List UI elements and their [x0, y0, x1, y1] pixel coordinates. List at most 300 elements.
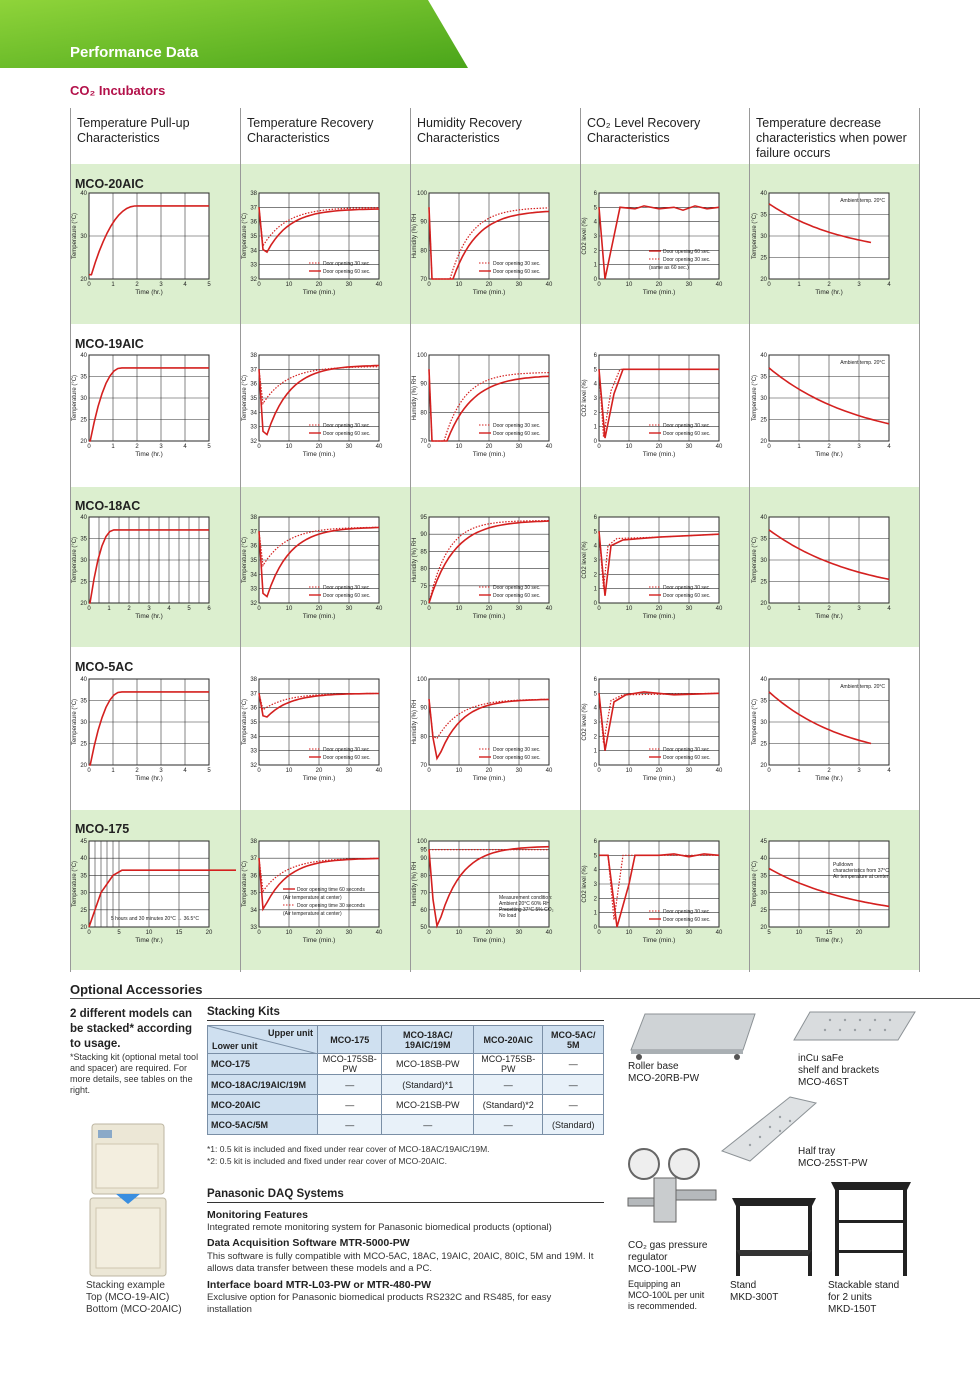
stackable-stand-image: [825, 1180, 915, 1280]
x-axis-label: Time (min.): [642, 937, 676, 944]
y-tick-label: 38: [250, 677, 257, 683]
annotation-text: characteristics from 37°C: [833, 868, 889, 874]
x-tick-label: 1: [797, 606, 801, 612]
model-label: MCO-20AIC: [75, 177, 144, 191]
y-tick-label: 70: [420, 601, 427, 607]
legend-text: Door opening time 30 seconds: [297, 903, 365, 909]
y-tick-label: 33: [250, 925, 257, 931]
x-tick-label: 10: [285, 930, 293, 936]
y-axis-label: Temperature (°C): [72, 536, 78, 584]
legend-text: Door opening 60 sec.: [663, 755, 711, 761]
chart-4-2: [751, 507, 921, 647]
y-tick-label: 4: [593, 219, 597, 226]
x-tick-label: 1: [111, 282, 115, 288]
y-axis-label: Humidity (%) RH: [412, 213, 418, 259]
x-tick-label: 0: [767, 282, 771, 288]
y-tick-label: 40: [760, 353, 767, 359]
y-tick-label: 38: [250, 353, 257, 359]
x-axis-label: Time (min.): [472, 613, 506, 620]
x-tick-label: 20: [655, 444, 663, 450]
x-tick-label: 30: [685, 606, 693, 612]
table-col-header: MCO-18AC/ 19AIC/19M: [382, 1026, 474, 1054]
x-tick-label: 1: [797, 282, 801, 288]
x-tick-label: 0: [427, 606, 431, 612]
x-tick-label: 1: [797, 444, 801, 450]
x-tick-label: 30: [685, 768, 693, 774]
y-tick-label: 30: [80, 234, 87, 240]
x-tick-label: 15: [175, 930, 183, 936]
legend-text: Door opening 60 sec.: [493, 431, 541, 437]
x-tick-label: 3: [159, 768, 163, 774]
stacking-kits-title: Stacking Kits: [207, 1006, 280, 1018]
x-tick-label: 5: [207, 444, 211, 450]
x-tick-label: 1: [111, 768, 115, 774]
x-tick-label: 30: [515, 444, 523, 450]
y-tick-label: 3: [593, 720, 597, 726]
x-tick-label: 1: [111, 444, 115, 450]
y-tick-label: 33: [250, 748, 257, 755]
footnote-2: *2: 0.5 kit is included and fixed under rear cover of MCO-20AIC.: [207, 1156, 448, 1166]
legend-text: Door opening 30 sec.: [663, 909, 711, 915]
legend-text: Door opening 30 sec.: [663, 423, 711, 429]
x-tick-label: 2: [135, 444, 139, 450]
y-tick-label: 100: [416, 191, 427, 197]
x-tick-label: 4: [887, 606, 891, 612]
legend-text: (same as 60 sec.): [649, 265, 689, 271]
half-tray-label: Half tray MCO-25ST-PW: [798, 1146, 868, 1169]
x-axis-label: Time (min.): [472, 775, 506, 782]
x-tick-label: 3: [857, 282, 861, 288]
y-tick-label: 6: [593, 353, 597, 359]
x-tick-label: 30: [515, 606, 523, 612]
x-tick-label: 3: [857, 606, 861, 612]
x-tick-label: 30: [515, 768, 523, 774]
y-tick-label: 36: [250, 705, 257, 712]
x-tick-label: 30: [515, 282, 523, 288]
legend-text: Door opening 60 sec.: [493, 755, 541, 761]
annotation-text: 5 hours and 30 minutes 20°C → 36.5°C: [111, 916, 199, 922]
chart-0-3: [71, 669, 241, 809]
chart-3-2: [581, 507, 751, 647]
x-tick-label: 30: [345, 768, 353, 774]
y-tick-label: 25: [760, 255, 767, 262]
y-tick-label: 70: [420, 763, 427, 769]
x-tick-label: 10: [285, 444, 293, 450]
x-tick-label: 20: [315, 444, 323, 450]
x-tick-label: 10: [455, 768, 463, 774]
y-tick-label: 20: [760, 277, 767, 283]
y-tick-label: 5: [593, 691, 597, 698]
x-tick-label: 6: [207, 606, 211, 612]
daq-text: Integrated remote monitoring system for Panasonic biomedical products (optional): [207, 1222, 552, 1233]
x-tick-label: 4: [183, 444, 187, 450]
shelf-image: [790, 1010, 920, 1050]
y-tick-label: 40: [80, 191, 87, 197]
chart-3-4: [581, 831, 751, 971]
y-tick-label: 90: [420, 856, 427, 863]
y-tick-label: 30: [80, 720, 87, 726]
y-tick-label: 50: [420, 925, 427, 931]
legend-text: Door opening 30 sec.: [493, 261, 541, 267]
y-axis-label: Temperature (°C): [752, 212, 758, 260]
x-tick-label: 10: [625, 282, 633, 288]
y-tick-label: 30: [760, 234, 767, 240]
y-tick-label: 85: [420, 549, 427, 556]
legend-text: Door opening 30 sec.: [663, 257, 711, 263]
y-tick-label: 95: [420, 515, 427, 521]
y-tick-label: 70: [420, 890, 427, 897]
y-tick-label: 25: [760, 907, 767, 914]
annotation-text: Ambient temp. 20°C: [840, 684, 885, 690]
y-tick-label: 3: [593, 234, 597, 240]
chart-4-3: [751, 669, 921, 809]
chart-1-0: [241, 183, 411, 323]
daq-heading: Interface board MTR-L03-PW or MTR-480-PW: [207, 1279, 432, 1291]
y-tick-label: 36: [250, 381, 257, 388]
x-tick-label: 30: [685, 282, 693, 288]
y-tick-label: 20: [80, 925, 87, 931]
y-tick-label: 2: [593, 734, 597, 741]
y-tick-label: 38: [250, 839, 257, 845]
x-tick-label: 1: [797, 768, 801, 774]
banner-title: Performance Data: [70, 44, 199, 61]
x-tick-label: 4: [887, 282, 891, 288]
y-tick-label: 37: [250, 691, 257, 698]
x-tick-label: 10: [625, 930, 633, 936]
x-tick-label: 5: [207, 282, 211, 288]
y-tick-label: 37: [250, 367, 257, 374]
y-tick-label: 36: [250, 219, 257, 226]
y-tick-label: 2: [593, 896, 597, 903]
legend-text: Door opening 30 sec.: [493, 747, 541, 753]
legend-text: Door opening 60 sec.: [663, 593, 711, 599]
x-tick-label: 2: [827, 444, 831, 450]
y-axis-label: Temperature (°C): [242, 536, 248, 584]
y-tick-label: 45: [760, 839, 767, 845]
daq-text: This software is fully compatible with MCO-5AC, 18AC, 19AIC, 20AIC, 80IC, 5M and 19M. It allows data transfer between these models and a PC.: [207, 1251, 594, 1274]
y-tick-label: 5: [593, 853, 597, 860]
y-axis-label: Temperature (°C): [242, 212, 248, 260]
x-tick-label: 1: [107, 606, 111, 612]
x-tick-label: 0: [427, 282, 431, 288]
y-axis-label: Temperature (°C): [752, 860, 758, 908]
x-tick-label: 0: [87, 930, 91, 936]
model-label: MCO-175: [75, 822, 130, 836]
x-tick-label: 40: [375, 282, 383, 288]
y-tick-label: 37: [250, 205, 257, 212]
y-tick-label: 0: [593, 763, 597, 769]
x-tick-label: 30: [345, 444, 353, 450]
stacking-kits-table: [207, 1025, 604, 1135]
annotation-text: Pulldown: [833, 862, 854, 868]
legend-text: Door opening 60 sec.: [663, 917, 711, 923]
annotation-text: No load: [499, 913, 517, 919]
x-tick-label: 40: [545, 768, 553, 774]
x-tick-label: 10: [285, 768, 293, 774]
y-tick-label: 25: [80, 417, 87, 424]
x-axis-label: Time (min.): [302, 775, 336, 782]
x-tick-label: 20: [205, 930, 213, 936]
y-axis-label: Temperature (°C): [72, 212, 78, 260]
x-tick-label: 20: [655, 768, 663, 774]
legend-text: Door opening 30 sec.: [493, 585, 541, 591]
y-tick-label: 3: [593, 558, 597, 564]
x-tick-label: 0: [427, 768, 431, 774]
table-row: MCO-175 MCO-175SB-PW MCO-18SB-PW MCO-175SB-PW —: [208, 1054, 604, 1075]
section-title: CO₂ Incubators: [70, 83, 166, 98]
x-tick-label: 4: [183, 768, 187, 774]
stack-note: *Stacking kit (optional metal tool and spacer) are required. For more details, see tables on the right.: [70, 1052, 199, 1095]
x-axis-label: Time (hr.): [815, 289, 843, 296]
x-axis-label: Time (hr.): [815, 451, 843, 458]
x-tick-label: 5: [767, 930, 771, 936]
x-axis-label: Time (hr.): [815, 937, 843, 944]
legend-text: Door opening 30 sec.: [323, 261, 371, 267]
y-tick-label: 35: [760, 212, 767, 219]
x-axis-label: Time (hr.): [135, 775, 163, 782]
x-tick-label: 40: [715, 444, 723, 450]
y-tick-label: 1: [593, 748, 597, 755]
y-tick-label: 80: [420, 873, 427, 880]
x-tick-label: 20: [485, 930, 493, 936]
daq-heading: Data Acquisition Software MTR-5000-PW: [207, 1237, 410, 1249]
daq-title: Panasonic DAQ Systems: [207, 1188, 344, 1200]
legend-text: (Air temperature at center): [283, 895, 342, 901]
y-tick-label: 70: [420, 277, 427, 283]
x-tick-label: 0: [767, 768, 771, 774]
y-tick-label: 35: [760, 536, 767, 543]
y-tick-label: 3: [593, 882, 597, 888]
x-tick-label: 20: [655, 606, 663, 612]
y-tick-label: 1: [593, 262, 597, 269]
y-tick-label: 30: [760, 396, 767, 402]
chart-2-4: [411, 831, 581, 971]
x-tick-label: 20: [655, 930, 663, 936]
table-corner: Upper unit Lower unit: [208, 1026, 318, 1054]
y-tick-label: 1: [593, 424, 597, 431]
x-tick-label: 0: [87, 606, 91, 612]
y-tick-label: 20: [760, 601, 767, 607]
y-axis-label: Temperature (°C): [242, 374, 248, 422]
x-tick-label: 40: [375, 930, 383, 936]
y-tick-label: 20: [760, 925, 767, 931]
footnote-1: *1: 0.5 kit is included and fixed under rear cover of MCO-18AC/19AIC/19M.: [207, 1144, 490, 1154]
x-tick-label: 20: [485, 768, 493, 774]
y-tick-label: 80: [420, 248, 427, 255]
x-tick-label: 20: [315, 282, 323, 288]
chart-1-3: [241, 669, 411, 809]
x-tick-label: 30: [345, 930, 353, 936]
y-tick-label: 30: [760, 890, 767, 897]
x-tick-label: 2: [135, 768, 139, 774]
y-tick-label: 5: [593, 205, 597, 212]
y-axis-label: Temperature (°C): [242, 698, 248, 746]
y-axis-label: CO2 level (%): [582, 703, 588, 741]
y-tick-label: 36: [250, 543, 257, 550]
x-tick-label: 40: [375, 606, 383, 612]
y-tick-label: 20: [80, 277, 87, 283]
y-tick-label: 100: [416, 677, 427, 683]
chart-1-4: [241, 831, 411, 971]
table-row: MCO-20AIC — MCO-21SB-PW (Standard)*2 —: [208, 1095, 604, 1115]
x-tick-label: 0: [597, 930, 601, 936]
y-tick-label: 6: [593, 839, 597, 845]
x-tick-label: 0: [87, 768, 91, 774]
y-tick-label: 30: [80, 890, 87, 897]
y-tick-label: 6: [593, 191, 597, 197]
y-tick-label: 25: [760, 741, 767, 748]
y-axis-label: Temperature (°C): [72, 698, 78, 746]
y-tick-label: 38: [250, 191, 257, 197]
annotation-text: Measurement condition:: [499, 895, 553, 901]
y-axis-label: Humidity (%) RH: [412, 537, 418, 583]
x-tick-label: 3: [147, 606, 151, 612]
y-tick-label: 32: [250, 439, 257, 445]
x-tick-label: 30: [685, 444, 693, 450]
y-tick-label: 4: [593, 381, 597, 388]
model-label: MCO-5AC: [75, 660, 134, 674]
y-tick-label: 4: [593, 543, 597, 550]
y-tick-label: 90: [420, 705, 427, 712]
y-tick-label: 35: [250, 890, 257, 897]
annotation-text: Ambient temp. 20°C: [840, 198, 885, 204]
stack-caption: Stacking example Top (MCO-19-AIC) Bottom (MCO-20AIC): [86, 1280, 182, 1315]
annotation-text: Ambient 20°C 60% RH: [499, 901, 550, 907]
legend-text: Door opening 60 sec.: [663, 431, 711, 437]
x-tick-label: 0: [87, 444, 91, 450]
x-tick-label: 0: [257, 282, 261, 288]
y-tick-label: 0: [593, 277, 597, 283]
y-tick-label: 20: [760, 763, 767, 769]
chart-3-0: [581, 183, 751, 323]
y-tick-label: 35: [250, 558, 257, 564]
y-tick-label: 30: [80, 396, 87, 402]
x-axis-label: Time (hr.): [815, 613, 843, 620]
y-tick-label: 25: [80, 579, 87, 586]
model-label: MCO-18AC: [75, 499, 141, 513]
y-tick-label: 40: [80, 353, 87, 359]
y-axis-label: CO2 level (%): [582, 865, 588, 903]
model-label: MCO-19AIC: [75, 337, 144, 351]
x-tick-label: 0: [597, 606, 601, 612]
x-tick-label: 2: [827, 768, 831, 774]
col-header-co2: CO₂ Level Recovery Characteristics: [587, 116, 701, 145]
y-axis-label: Temperature (°C): [752, 374, 758, 422]
x-tick-label: 4: [887, 768, 891, 774]
x-tick-label: 40: [545, 930, 553, 936]
chart-2-2: [411, 507, 581, 647]
y-tick-label: 33: [250, 586, 257, 593]
y-axis-label: CO2 level (%): [582, 217, 588, 255]
y-tick-label: 20: [80, 439, 87, 445]
y-axis-label: Temperature (°C): [72, 860, 78, 908]
y-tick-label: 0: [593, 601, 597, 607]
x-tick-label: 10: [145, 930, 153, 936]
stackable-stand-label: Stackable stand for 2 units MKD-150T: [828, 1280, 900, 1315]
legend-text: Door opening 30 sec.: [323, 423, 371, 429]
x-tick-label: 0: [257, 930, 261, 936]
chart-0-1: [71, 345, 241, 485]
y-tick-label: 35: [250, 234, 257, 240]
x-axis-label: Time (min.): [642, 613, 676, 620]
x-tick-label: 0: [597, 768, 601, 774]
stack-lead: 2 different models can be stacked* according to usage.: [70, 1008, 193, 1050]
annotation-text: Ambient temp. 20°C: [840, 360, 885, 366]
x-tick-label: 3: [159, 282, 163, 288]
legend-text: Door opening 30 sec.: [323, 585, 371, 591]
chart-0-0: [71, 183, 241, 323]
col-header-pullup: Temperature Pull-up Characteristics: [77, 116, 190, 145]
y-tick-label: 100: [416, 839, 427, 845]
y-tick-label: 40: [760, 515, 767, 521]
y-tick-label: 6: [593, 677, 597, 683]
x-tick-label: 40: [715, 768, 723, 774]
y-tick-label: 20: [80, 763, 87, 769]
legend-text: Door opening 60 sec.: [323, 269, 371, 275]
x-axis-label: Time (min.): [642, 775, 676, 782]
x-tick-label: 10: [455, 606, 463, 612]
y-tick-label: 30: [760, 558, 767, 564]
legend-text: Door opening 30 sec.: [493, 423, 541, 429]
y-tick-label: 3: [593, 396, 597, 402]
y-tick-label: 40: [80, 856, 87, 863]
y-tick-label: 4: [593, 705, 597, 712]
x-axis-label: Time (min.): [302, 613, 336, 620]
x-tick-label: 20: [655, 282, 663, 288]
y-tick-label: 40: [760, 677, 767, 683]
x-tick-label: 10: [285, 282, 293, 288]
x-tick-label: 20: [315, 768, 323, 774]
x-tick-label: 0: [257, 768, 261, 774]
x-axis-label: Time (min.): [642, 451, 676, 458]
x-tick-label: 40: [545, 282, 553, 288]
chart-0-2: [71, 507, 241, 647]
y-tick-label: 2: [593, 572, 597, 579]
legend-text: Door opening 60 sec.: [323, 431, 371, 437]
x-axis-label: Time (min.): [302, 937, 336, 944]
y-tick-label: 40: [760, 856, 767, 863]
legend-text: Door opening 60 sec.: [493, 269, 541, 275]
x-tick-label: 20: [315, 930, 323, 936]
y-tick-label: 100: [416, 353, 427, 359]
x-tick-label: 10: [625, 768, 633, 774]
chart-1-2: [241, 507, 411, 647]
y-tick-label: 1: [593, 910, 597, 917]
y-tick-label: 30: [80, 558, 87, 564]
y-axis-label: CO2 level (%): [582, 379, 588, 417]
x-tick-label: 30: [345, 606, 353, 612]
y-tick-label: 0: [593, 925, 597, 931]
regulator-note: Equipping an MCO-100L per unit is recommended.: [628, 1279, 705, 1311]
legend-text: Door opening 30 sec.: [663, 747, 711, 753]
legend-text: Door opening 30 sec.: [663, 585, 711, 591]
y-tick-label: 95: [420, 847, 427, 854]
col-header-humidity: Humidity Recovery Characteristics: [417, 116, 522, 145]
legend-text: Door opening 60 sec.: [663, 249, 711, 255]
y-tick-label: 37: [250, 529, 257, 536]
chart-4-1: [751, 345, 921, 485]
y-tick-label: 0: [593, 439, 597, 445]
table-col-header: MCO-5AC/ 5M: [543, 1026, 604, 1054]
y-tick-label: 32: [250, 277, 257, 283]
y-tick-label: 70: [420, 439, 427, 445]
y-tick-label: 5: [593, 367, 597, 374]
x-tick-label: 3: [857, 444, 861, 450]
chart-0-4: [71, 831, 241, 971]
x-tick-label: 15: [825, 930, 833, 936]
y-tick-label: 1: [593, 586, 597, 593]
y-tick-label: 25: [760, 579, 767, 586]
